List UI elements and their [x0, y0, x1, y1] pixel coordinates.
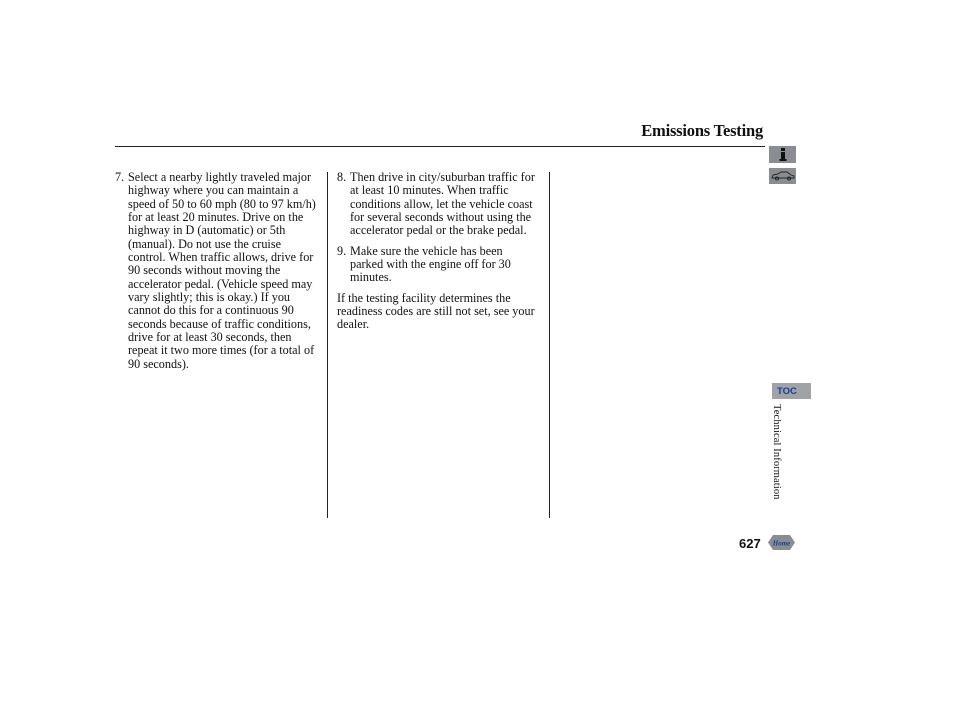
vehicle-button[interactable]	[769, 168, 796, 184]
home-label: Home	[772, 539, 791, 548]
column-2	[337, 171, 537, 332]
section-label: Technical Information	[771, 404, 782, 500]
step-7	[115, 171, 320, 371]
column-divider	[549, 172, 550, 518]
column-divider	[327, 172, 328, 518]
step-text: Make sure the vehicle has been parked with the engine off for 30 minutes.	[350, 243, 511, 285]
step-9	[337, 245, 537, 285]
step-number: 9.	[337, 243, 347, 258]
step-text: Then drive in city/suburban traffic for at least 10 minutes. When traffic conditions allow, let the vehicle coast for several seconds without using the accelerator pedal or the brake pedal.	[350, 170, 535, 238]
toc-button[interactable]	[772, 383, 811, 399]
home-icon	[768, 535, 795, 550]
home-button[interactable]	[768, 535, 795, 550]
info-icon	[779, 148, 787, 161]
car-icon	[771, 171, 795, 181]
page-title: Emissions Testing	[641, 121, 763, 140]
info-button[interactable]	[769, 146, 796, 163]
step-8	[337, 171, 537, 238]
step-number: 8.	[337, 170, 347, 184]
column-1	[115, 171, 320, 371]
toc-label: TOC	[777, 385, 797, 397]
page-number: 627	[739, 536, 761, 551]
title-rule	[115, 146, 765, 147]
closing-paragraph: If the testing facility determines the readiness codes are still not set, see your dealer.	[337, 290, 535, 332]
step-number: 7.	[115, 170, 125, 184]
step-text: Select a nearby lightly traveled major highway where you can maintain a speed of 50 to 60 mph (80 to 97 km/h) for at least 20 minutes. Drive on the highway in D (automatic) or 5th (manual). Do not use the cruise control. When traffic allows, drive for 90 seconds without moving the accelerator pedal. (Vehicle speed may vary slightly; this is okay.) If you cannot do this for a continuous 90 seconds because of traffic conditions, drive for at least 30 seconds, then repeat it two more times (for a total of 90 seconds).	[128, 170, 316, 371]
